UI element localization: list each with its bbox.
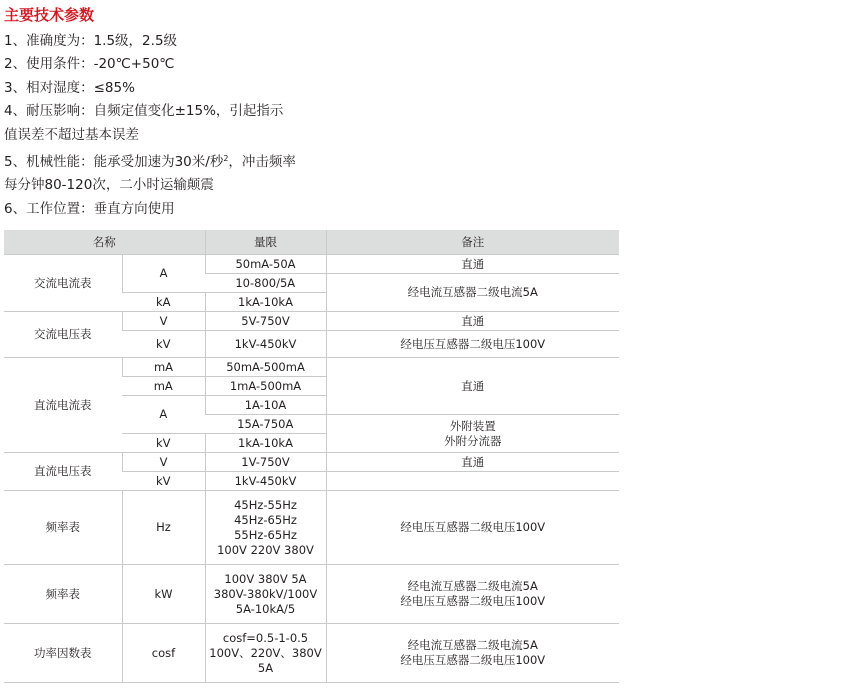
range-line: cosf=0.5-1-0.5 [222,630,309,645]
unit-cell: mA [122,377,205,396]
note-cell [326,415,619,453]
table-row [4,255,619,274]
note-cell: 直通 [326,255,619,274]
note-cell [326,472,619,491]
range-line: 100V 220V 380V [217,542,314,557]
range-cell: 1kV-450kV [205,331,326,358]
range-cell: 50mA-500mA [205,358,326,377]
unit-cell: kV [122,434,205,453]
range-cell: 1kA-10kA [205,434,326,453]
unit-cell: kV [122,331,205,358]
range-cell [205,491,326,565]
page-title: 主要技术参数 [4,6,95,24]
instrument-name: 直流电压表 [4,453,122,491]
spec-table [4,230,619,683]
range-cell: 10-800/5A [205,274,326,293]
note-cell: 经电压互感器二级电压100V [326,331,619,358]
spec-temperature: 2、使用条件：-20℃+50℃ [4,56,175,73]
table-row [4,358,619,377]
range-line: 45Hz-65Hz [234,512,297,527]
unit-cell: kW [122,565,205,624]
range-cell: 50mA-50A [205,255,326,274]
range-cell: 1mA-500mA [205,377,326,396]
note-line: 经电流互感器二级电流5A [407,638,538,652]
spec-mechanical [4,147,296,174]
unit-cell: mA [122,358,205,377]
unit-cell: Hz [122,491,205,565]
header-note: 备注 [326,230,619,255]
note-line: 经电流互感器二级电流5A [407,579,538,593]
spec-accuracy: 1、准确度为：1.5级，2.5级 [4,33,178,49]
note-line: 外附装置 [449,418,496,433]
table-row [4,491,619,565]
unit-cell: A [122,396,205,434]
header-name: 名称 [4,230,205,255]
spec-voltage-influence: 4、耐压影响：自频定值变化±15%，引起指示 [4,103,284,120]
spec-mechanical-cont: 每分钟80-120次，二小时运输颠震 [4,177,214,194]
range-line: 5A-10kA/5 [235,601,296,616]
spec-humidity: 3、相对湿度：≤85% [4,79,135,96]
range-line: 100V、220V、380V [209,645,322,660]
range-cell: 15A-750A [205,415,326,434]
spec-voltage-influence-cont: 值误差不超过基本误差 [4,126,139,143]
unit-cell: V [122,312,205,331]
note-cell: 经电流互感器二级电流5A [326,274,619,312]
note-line: 外附分流器 [444,433,502,448]
range-line: 380V-380kV/100V [213,586,318,601]
table-header-row [4,230,619,255]
unit-cell: cosf [122,624,205,683]
range-cell: 5V-750V [205,312,326,331]
unit-cell: kV [122,472,205,491]
range-line: 5A [257,660,274,675]
note-cell: 直通 [326,358,619,415]
range-cell: 1V-750V [205,453,326,472]
unit-cell: kA [122,293,205,312]
instrument-name: 频率表 [4,491,122,565]
instrument-name: 直流电流表 [4,358,122,453]
note-cell: 经电压互感器二级电压100V [326,491,619,565]
note-line: 经电压互感器二级电压100V [400,653,546,667]
spec-mechanical-sup: 2 [223,154,229,164]
note-cell: 直通 [326,312,619,331]
spec-position: 6、工作位置：垂直方向使用 [4,200,175,217]
instrument-name: 频率表 [4,565,122,624]
spec-list [4,30,296,221]
note-cell [326,624,619,683]
instrument-name: 交流电流表 [4,255,122,312]
note-line: 经电压互感器二级电压100V [400,594,546,608]
spec-mechanical-text: 5、机械性能：能承受加速为30米/秒 [4,154,224,171]
unit-cell: A [122,255,205,293]
note-cell [326,565,619,624]
header-range: 量限 [205,230,326,255]
table-row [4,453,619,472]
range-cell [205,565,326,624]
range-cell: 1kV-450kV [205,472,326,491]
table-row [4,624,619,683]
range-cell [205,624,326,683]
range-cell: 1kA-10kA [205,293,326,312]
spec-mechanical-tail: ，冲击频率 [228,154,296,171]
unit-cell: V [122,453,205,472]
note-cell: 直通 [326,453,619,472]
instrument-name: 功率因数表 [4,624,122,683]
range-line: 100V 380V 5A [224,571,307,586]
range-line: 45Hz-55Hz [234,497,297,512]
instrument-name: 交流电压表 [4,312,122,358]
table-row [4,312,619,331]
table-row [4,565,619,624]
range-cell: 1A-10A [205,396,326,415]
range-line: 55Hz-65Hz [234,527,297,542]
